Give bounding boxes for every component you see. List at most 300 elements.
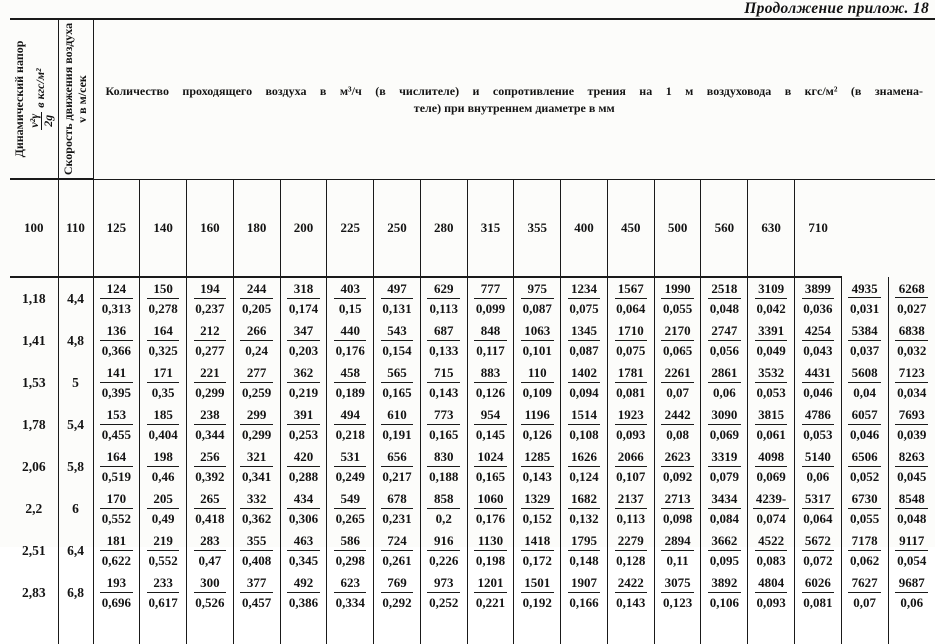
resistance-value: 0,277 (195, 343, 225, 358)
flow-resistance-cell (607, 362, 654, 404)
flow-resistance-cell (654, 404, 701, 446)
diameter-header-500: 500 (654, 179, 701, 277)
flow-value: 3892 (708, 575, 741, 593)
flow-resistance-cell (140, 320, 187, 362)
resistance-value: 0,126 (475, 385, 506, 400)
filler-cell (327, 614, 374, 644)
resistance-value: 0,265 (335, 511, 365, 526)
filler-cell (701, 614, 748, 644)
resistance-value: 0,617 (148, 595, 178, 610)
resistance-value: 0,042 (756, 301, 786, 316)
flow-resistance-cell (93, 362, 140, 404)
flow-resistance-cell (140, 404, 187, 446)
flow-resistance-cell (701, 530, 748, 572)
flow-resistance-cell (140, 446, 187, 488)
flow-resistance-cell (420, 404, 467, 446)
flow-value: 198 (147, 449, 180, 467)
flow-resistance-cell (514, 277, 561, 320)
flow-resistance-cell (654, 362, 701, 404)
flow-resistance-cell (187, 277, 234, 320)
flow-resistance-cell (140, 362, 187, 404)
flow-resistance-cell (233, 320, 280, 362)
flow-resistance-cell (888, 404, 935, 446)
flow-value: 724 (381, 533, 414, 551)
filler-cell (187, 614, 234, 644)
flow-resistance-cell (187, 446, 234, 488)
flow-resistance-cell (93, 530, 140, 572)
resistance-value: 0,065 (662, 343, 693, 358)
resistance-value: 0,075 (569, 301, 599, 316)
resistance-value: 0,386 (288, 595, 319, 610)
diameter-header-125: 125 (93, 179, 140, 277)
resistance-value: 0,032 (897, 343, 927, 358)
diameter-header-225: 225 (327, 179, 374, 277)
resistance-value: 0,074 (756, 511, 786, 526)
flow-value: 4431 (802, 365, 835, 383)
flow-resistance-cell (467, 362, 514, 404)
air-speed-label: Скорость движения воздуха v в м/сек (60, 22, 89, 176)
flow-value: 1710 (615, 323, 648, 341)
dynamic-head-unit: в кгс/м² (33, 68, 48, 108)
flow-resistance-cell (140, 572, 187, 614)
flow-value: 5317 (802, 491, 835, 509)
resistance-value: 0,064 (803, 511, 833, 526)
flow-value: 1234 (568, 281, 601, 299)
resistance-value: 0,166 (569, 595, 599, 610)
flow-value: 171 (147, 365, 180, 383)
flow-value: 3391 (755, 323, 788, 341)
flow-resistance-cell (748, 446, 795, 488)
resistance-value: 0,027 (897, 300, 927, 316)
filler-cell (748, 614, 795, 644)
flow-value: 531 (334, 449, 367, 467)
flow-resistance-cell (841, 572, 888, 614)
flow-value: 1060 (474, 491, 507, 509)
description-line-1: Количество проходящего воздуха в м³/ч (в числителе) и сопротивление трения на 1 м воздуховода в кгс/м² (в знамена- (105, 84, 923, 99)
flow-resistance-cell (374, 277, 421, 320)
flow-resistance-cell (327, 362, 374, 404)
diameter-header-315: 315 (467, 179, 514, 277)
flow-value: 193 (100, 575, 133, 593)
air-speed-value: 4,4 (58, 277, 93, 320)
resistance-value: 0,126 (522, 427, 552, 442)
flow-resistance-cell (327, 404, 374, 446)
flow-resistance-cell (794, 488, 841, 530)
flow-resistance-cell (374, 320, 421, 362)
flow-resistance-cell (280, 404, 327, 446)
resistance-value: 0,048 (897, 511, 927, 526)
filler-cell (467, 614, 514, 644)
resistance-value: 0,2 (435, 511, 452, 526)
resistance-value: 0,252 (429, 595, 459, 610)
resistance-value: 0,06 (900, 595, 924, 610)
flow-value: 3532 (755, 365, 788, 383)
flow-value: 715 (427, 365, 460, 383)
filler-cell (888, 614, 935, 644)
resistance-value: 0,392 (195, 469, 225, 484)
flow-value: 2137 (615, 491, 648, 509)
flow-resistance-cell (420, 277, 467, 320)
diameter-header-250: 250 (374, 179, 421, 277)
formula-fraction (28, 112, 55, 130)
flow-resistance-cell (841, 530, 888, 572)
flow-value: 858 (427, 491, 460, 509)
resistance-value: 0,062 (850, 553, 880, 568)
flow-resistance-cell (93, 488, 140, 530)
flow-value: 678 (381, 491, 414, 509)
resistance-value: 0,07 (853, 595, 876, 610)
resistance-value: 0,106 (709, 595, 739, 610)
resistance-value: 0,221 (475, 595, 506, 610)
flow-value: 497 (381, 281, 414, 299)
dynamic-head-label: Динамический напор (12, 40, 26, 158)
flow-resistance-cell (841, 404, 888, 446)
resistance-value: 0,217 (382, 469, 412, 484)
air-speed-value: 6,8 (58, 572, 93, 614)
flow-resistance-cell (701, 404, 748, 446)
resistance-value: 0,298 (335, 553, 365, 568)
flow-resistance-cell (561, 572, 608, 614)
flow-resistance-cell (794, 320, 841, 362)
flow-value: 391 (287, 407, 320, 425)
filler-cell (794, 614, 841, 644)
flow-value: 777 (474, 281, 507, 299)
resistance-value: 0,054 (897, 553, 927, 568)
flow-value: 6268 (895, 281, 928, 299)
flow-resistance-cell (607, 488, 654, 530)
filler-cell (420, 614, 467, 644)
flow-resistance-cell (140, 277, 187, 320)
filler-cell (561, 614, 608, 644)
flow-resistance-cell (841, 362, 888, 404)
filler-cell (654, 614, 701, 644)
flow-value: 136 (100, 323, 133, 341)
dynamic-head-rotated-label (12, 22, 56, 176)
diameter-header-355: 355 (514, 179, 561, 277)
resistance-value: 0,165 (475, 469, 506, 484)
flow-resistance-cell (888, 530, 935, 572)
flow-value: 362 (287, 365, 320, 383)
flow-resistance-cell (280, 446, 327, 488)
flow-resistance-cell (280, 530, 327, 572)
flow-value: 265 (194, 491, 227, 509)
resistance-value: 0,143 (616, 595, 646, 610)
flow-resistance-cell (280, 320, 327, 362)
resistance-value: 0,226 (429, 553, 459, 568)
flow-value: 1923 (615, 407, 648, 425)
flow-resistance-cell (654, 488, 701, 530)
flow-resistance-cell (701, 572, 748, 614)
flow-resistance-cell (888, 362, 935, 404)
resistance-value: 0,404 (148, 427, 178, 442)
flow-resistance-cell (514, 530, 561, 572)
flow-value: 2279 (615, 533, 648, 551)
resistance-value: 0,07 (666, 385, 689, 400)
flow-value: 2261 (661, 365, 694, 383)
resistance-value: 0,083 (756, 553, 786, 568)
flow-resistance-cell (748, 320, 795, 362)
resistance-value: 0,341 (242, 469, 272, 484)
flow-resistance-cell (748, 488, 795, 530)
resistance-value: 0,408 (242, 553, 272, 568)
flow-value: 1567 (615, 281, 648, 299)
flow-value: 150 (147, 281, 180, 299)
resistance-value: 0,35 (151, 385, 175, 400)
resistance-value: 0,081 (803, 595, 833, 610)
flow-resistance-cell (233, 277, 280, 320)
diameter-header-280: 280 (420, 179, 467, 277)
flow-resistance-cell (374, 572, 421, 614)
flow-value: 2422 (615, 575, 648, 593)
resistance-value: 0,117 (476, 343, 505, 358)
resistance-value: 0,093 (756, 595, 786, 610)
resistance-value: 0,069 (756, 469, 786, 484)
air-speed-value: 4,8 (58, 320, 93, 362)
flow-value: 194 (194, 281, 227, 299)
resistance-value: 0,519 (101, 469, 131, 484)
resistance-value: 0,148 (569, 553, 599, 568)
flow-value: 458 (334, 365, 367, 383)
flow-value: 3109 (755, 281, 788, 299)
flow-resistance-cell (187, 530, 234, 572)
table-row (10, 488, 935, 530)
flow-value: 332 (240, 491, 273, 509)
resistance-value: 0,075 (616, 343, 646, 358)
flow-value: 6057 (848, 407, 881, 425)
table-row (10, 530, 935, 572)
filler-cell (841, 614, 888, 644)
dynamic-head-value: 1,41 (10, 320, 58, 362)
flow-value: 434 (287, 491, 320, 509)
flow-resistance-cell (888, 446, 935, 488)
header-row-top (10, 19, 935, 179)
resistance-value: 0,205 (242, 301, 272, 316)
flow-value: 1501 (521, 575, 554, 593)
flow-value: 3319 (708, 449, 741, 467)
resistance-value: 0,457 (242, 595, 272, 610)
resistance-value: 0,072 (803, 553, 833, 568)
flow-resistance-cell (654, 320, 701, 362)
flow-resistance-cell (561, 277, 608, 320)
flow-resistance-cell (514, 488, 561, 530)
resistance-value: 0,095 (709, 553, 739, 568)
resistance-value: 0,036 (803, 301, 833, 316)
resistance-value: 0,152 (522, 511, 552, 526)
flow-resistance-cell (420, 446, 467, 488)
flow-value: 1682 (568, 491, 601, 509)
resistance-value: 0,034 (897, 385, 927, 400)
flow-value: 5384 (848, 323, 881, 341)
flow-resistance-cell (233, 446, 280, 488)
flow-value: 975 (521, 281, 554, 299)
flow-resistance-cell (93, 404, 140, 446)
flow-value: 1795 (568, 533, 601, 551)
flow-value: 848 (474, 323, 507, 341)
resistance-value: 0,081 (616, 385, 646, 400)
flow-value: 4239- (753, 491, 789, 509)
flow-value: 283 (194, 533, 227, 551)
resistance-value: 0,087 (569, 343, 599, 358)
flow-value: 7627 (848, 575, 881, 593)
resistance-value: 0,191 (382, 427, 412, 442)
flow-resistance-cell (327, 530, 374, 572)
resistance-value: 0,165 (429, 427, 459, 442)
flow-value: 1345 (568, 323, 601, 341)
resistance-value: 0,366 (101, 343, 131, 358)
flow-resistance-cell (794, 362, 841, 404)
flow-value: 1329 (521, 491, 554, 509)
flow-value: 266 (240, 323, 273, 341)
table-row (10, 277, 935, 320)
flow-value: 565 (381, 365, 414, 383)
table-row (10, 404, 935, 446)
flow-value: 420 (287, 449, 320, 467)
flow-resistance-cell (888, 320, 935, 362)
flow-resistance-cell (327, 320, 374, 362)
flow-value: 916 (427, 533, 460, 551)
flow-value: 2518 (708, 281, 741, 299)
flow-value: 1418 (521, 533, 554, 551)
air-speed-value: 6 (58, 488, 93, 530)
flow-value: 1402 (568, 365, 601, 383)
flow-value: 973 (427, 575, 460, 593)
flow-resistance-cell (794, 404, 841, 446)
flow-value: 212 (194, 323, 227, 341)
flow-resistance-cell (748, 572, 795, 614)
flow-resistance-cell (467, 530, 514, 572)
flow-resistance-cell (841, 320, 888, 362)
flow-value: 185 (147, 407, 180, 425)
resistance-value: 0,313 (101, 301, 131, 316)
resistance-value: 0,08 (666, 427, 689, 442)
flow-resistance-cell (233, 530, 280, 572)
flow-resistance-cell (467, 488, 514, 530)
diameter-header-450: 450 (607, 179, 654, 277)
flow-resistance-cell (233, 404, 280, 446)
flow-value: 9687 (895, 575, 928, 593)
flow-value: 1196 (521, 407, 554, 425)
flow-resistance-cell (187, 320, 234, 362)
flow-value: 4786 (802, 407, 835, 425)
flow-value: 2442 (661, 407, 694, 425)
resistance-value: 0,189 (335, 385, 365, 400)
flow-resistance-cell (420, 488, 467, 530)
flow-resistance-cell (607, 404, 654, 446)
dynamic-head-value: 1,53 (10, 362, 58, 404)
resistance-value: 0,053 (756, 385, 786, 400)
flow-value: 219 (147, 533, 180, 551)
resistance-value: 0,253 (288, 427, 319, 442)
flow-value: 2170 (661, 323, 694, 341)
flow-value: 170 (100, 491, 133, 509)
resistance-value: 0,061 (756, 427, 786, 442)
flow-value: 4254 (802, 323, 835, 341)
flow-resistance-cell (374, 362, 421, 404)
flow-resistance-cell (561, 446, 608, 488)
flow-resistance-cell (280, 572, 327, 614)
diameter-header-row (10, 179, 935, 277)
resistance-value: 0,131 (382, 301, 412, 316)
air-speed-value: 5 (58, 362, 93, 404)
resistance-value: 0,345 (288, 553, 319, 568)
flow-value: 5140 (802, 449, 835, 467)
flow-resistance-cell (93, 446, 140, 488)
resistance-value: 0,552 (101, 511, 131, 526)
flow-resistance-cell (93, 572, 140, 614)
resistance-value: 0,049 (756, 343, 786, 358)
flow-resistance-cell (794, 572, 841, 614)
flow-value: 153 (100, 407, 133, 425)
flow-value: 687 (427, 323, 460, 341)
flow-resistance-cell (280, 488, 327, 530)
diameter-header-560: 560 (701, 179, 748, 277)
resistance-value: 0,259 (242, 385, 272, 400)
table-row (10, 572, 935, 614)
flow-resistance-cell (654, 446, 701, 488)
flow-value: 7123 (895, 365, 928, 383)
flow-value: 7178 (848, 533, 881, 551)
flow-resistance-cell (794, 530, 841, 572)
resistance-value: 0,039 (897, 427, 927, 442)
filler-cell (233, 614, 280, 644)
dynamic-head-formula (28, 68, 55, 129)
flow-value: 238 (194, 407, 227, 425)
flow-value: 8548 (895, 491, 928, 509)
resistance-value: 0,046 (803, 385, 833, 400)
resistance-value: 0,418 (195, 511, 225, 526)
flow-resistance-cell (93, 277, 140, 320)
table-row (10, 362, 935, 404)
flow-resistance-cell (888, 277, 935, 320)
diameter-header-180: 180 (233, 179, 280, 277)
flow-resistance-cell (420, 362, 467, 404)
resistance-value: 0,094 (569, 385, 599, 400)
resistance-value: 0,04 (853, 385, 876, 400)
resistance-value: 0,056 (709, 343, 739, 358)
flow-resistance-cell (841, 488, 888, 530)
flow-value: 244 (240, 281, 273, 299)
flow-resistance-cell (654, 572, 701, 614)
flow-resistance-cell (467, 277, 514, 320)
dynamic-head-value: 2,06 (10, 446, 58, 488)
flow-value: 299 (240, 407, 273, 425)
resistance-value: 0,143 (522, 469, 552, 484)
resistance-value: 0,098 (662, 511, 693, 526)
flow-value: 141 (100, 365, 133, 383)
flow-resistance-cell (794, 446, 841, 488)
col-header-dynamic-head (10, 19, 58, 179)
flow-resistance-cell (327, 572, 374, 614)
filler-cell (514, 614, 561, 644)
resistance-value: 0,107 (616, 469, 646, 484)
diameter-header-160: 160 (187, 179, 234, 277)
resistance-value: 0,526 (195, 595, 225, 610)
flow-resistance-cell (794, 277, 841, 320)
flow-resistance-cell (748, 362, 795, 404)
flow-resistance-cell (420, 320, 467, 362)
flow-value: 6026 (802, 575, 835, 593)
flow-resistance-cell (140, 530, 187, 572)
flow-value: 318 (287, 281, 320, 299)
resistance-value: 0,188 (429, 469, 459, 484)
flow-resistance-cell (420, 530, 467, 572)
flow-value: 3090 (708, 407, 741, 425)
airflow-resistance-table (10, 18, 935, 644)
resistance-value: 0,079 (709, 469, 739, 484)
flow-value: 355 (240, 533, 273, 551)
flow-value: 9117 (895, 533, 928, 551)
resistance-value: 0,11 (666, 553, 689, 568)
